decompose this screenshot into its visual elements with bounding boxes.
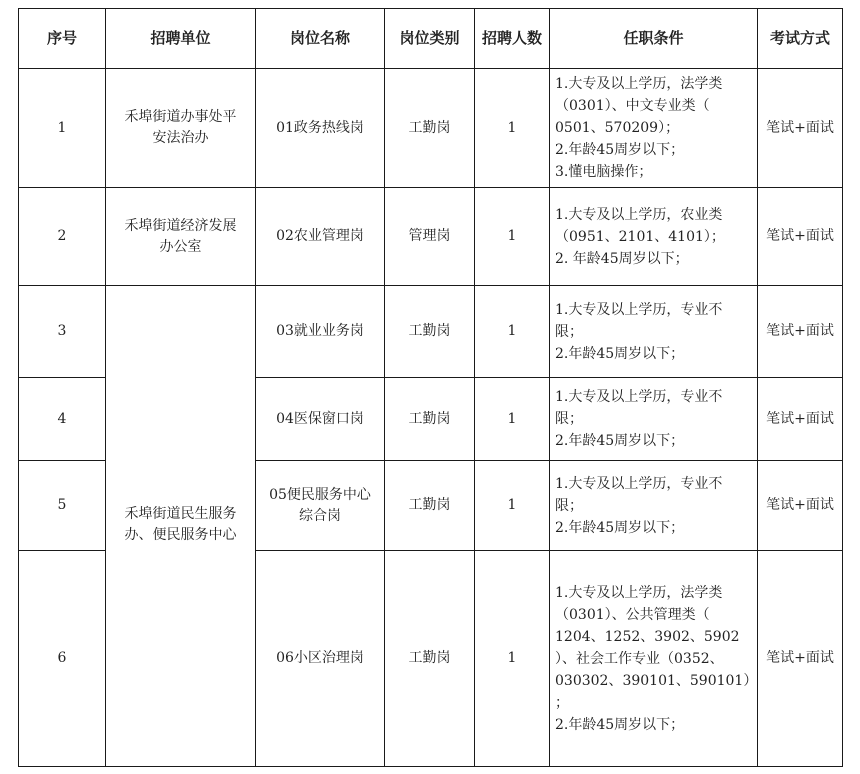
row-count: 1 [475, 461, 550, 551]
row-exam: 笔试+面试 [758, 69, 843, 188]
header-exam: 考试方式 [758, 9, 843, 69]
condition-line: 1.大专及以上学历，农业类 [555, 206, 723, 223]
row-no: 6 [19, 551, 106, 767]
row-unit [106, 69, 256, 188]
row-count: 1 [475, 378, 550, 461]
row-exam: 笔试+面试 [758, 286, 843, 378]
row-post: 03就业业务岗 [256, 286, 385, 378]
condition-line: 限； [555, 323, 583, 340]
header-row [19, 9, 843, 69]
row-conditions [550, 188, 758, 286]
header-unit: 招聘单位 [106, 9, 256, 69]
condition-line: （0301）、公共管理类（ [555, 606, 710, 623]
table-row [19, 286, 843, 378]
row-count: 1 [475, 188, 550, 286]
condition-line: 2.年龄45周岁以下； [555, 519, 685, 536]
table-row [19, 69, 843, 188]
row-category: 工勤岗 [385, 378, 475, 461]
condition-line: 1.大专及以上学历，专业不 [555, 301, 723, 318]
row-category: 工勤岗 [385, 69, 475, 188]
row-category: 工勤岗 [385, 461, 475, 551]
condition-line: 1204、1252、3902、5902 [555, 628, 740, 645]
condition-line: 1.大专及以上学历，法学类 [555, 76, 723, 92]
unit-text: 禾埠街道办事处平安法治办 [124, 109, 237, 146]
row-no: 1 [19, 69, 106, 188]
condition-line: 2. 年龄45周岁以下； [555, 250, 689, 267]
condition-line: 1.大专及以上学历，专业不 [555, 389, 723, 405]
condition-line: ）、社会工作专业（0352、 [555, 650, 724, 667]
row-count: 1 [475, 286, 550, 378]
row-conditions [550, 69, 758, 188]
row-category: 工勤岗 [385, 551, 475, 767]
header-post: 岗位名称 [256, 9, 385, 69]
row-category: 管理岗 [385, 188, 475, 286]
row-conditions [550, 461, 758, 551]
condition-line: 2.年龄45周岁以下； [555, 345, 685, 362]
condition-line: （0301）、中文专业类（ [555, 98, 710, 114]
row-post [256, 461, 385, 551]
condition-line: ； [555, 694, 569, 711]
row-exam: 笔试+面试 [758, 551, 843, 767]
row-post: 06小区治理岗 [256, 551, 385, 767]
row-category: 工勤岗 [385, 286, 475, 378]
condition-line: （0951、2101、4101）； [555, 228, 725, 245]
condition-line: 1.大专及以上学历，法学类 [555, 584, 723, 601]
unit-text: 禾埠街道民生服务办、便民服务中心 [124, 506, 237, 543]
row-conditions [550, 551, 758, 767]
row-post: 04医保窗口岗 [256, 378, 385, 461]
post-text: 05便民服务中心综合岗 [269, 486, 371, 524]
condition-line: 限； [555, 497, 583, 514]
condition-line: 3.懂电脑操作； [555, 164, 653, 180]
header-count: 招聘人数 [475, 9, 550, 69]
unit-text: 禾埠街道经济发展办公室 [124, 217, 237, 255]
row-post: 02农业管理岗 [256, 188, 385, 286]
row-exam: 笔试+面试 [758, 188, 843, 286]
condition-line: 2.年龄45周岁以下； [555, 142, 685, 158]
condition-line: 1.大专及以上学历，专业不 [555, 475, 723, 492]
header-no: 序号 [19, 9, 106, 69]
header-conditions: 任职条件 [550, 9, 758, 69]
row-no: 3 [19, 286, 106, 378]
row-count: 1 [475, 69, 550, 188]
condition-line: 2.年龄45周岁以下； [555, 716, 685, 733]
condition-line: 030302、390101、590101） [555, 672, 758, 689]
condition-line: 0501、570209）； [555, 120, 680, 136]
row-no: 5 [19, 461, 106, 551]
row-no: 2 [19, 188, 106, 286]
row-conditions [550, 378, 758, 461]
row-post: 01政务热线岗 [256, 69, 385, 188]
row-count: 1 [475, 551, 550, 767]
recruitment-table [18, 8, 843, 767]
header-category: 岗位类别 [385, 9, 475, 69]
row-unit [106, 286, 256, 767]
row-exam: 笔试+面试 [758, 461, 843, 551]
row-conditions [550, 286, 758, 378]
table-row [19, 188, 843, 286]
condition-line: 限； [555, 411, 583, 427]
condition-line: 2.年龄45周岁以下； [555, 433, 685, 449]
row-unit [106, 188, 256, 286]
row-exam: 笔试+面试 [758, 378, 843, 461]
row-no: 4 [19, 378, 106, 461]
